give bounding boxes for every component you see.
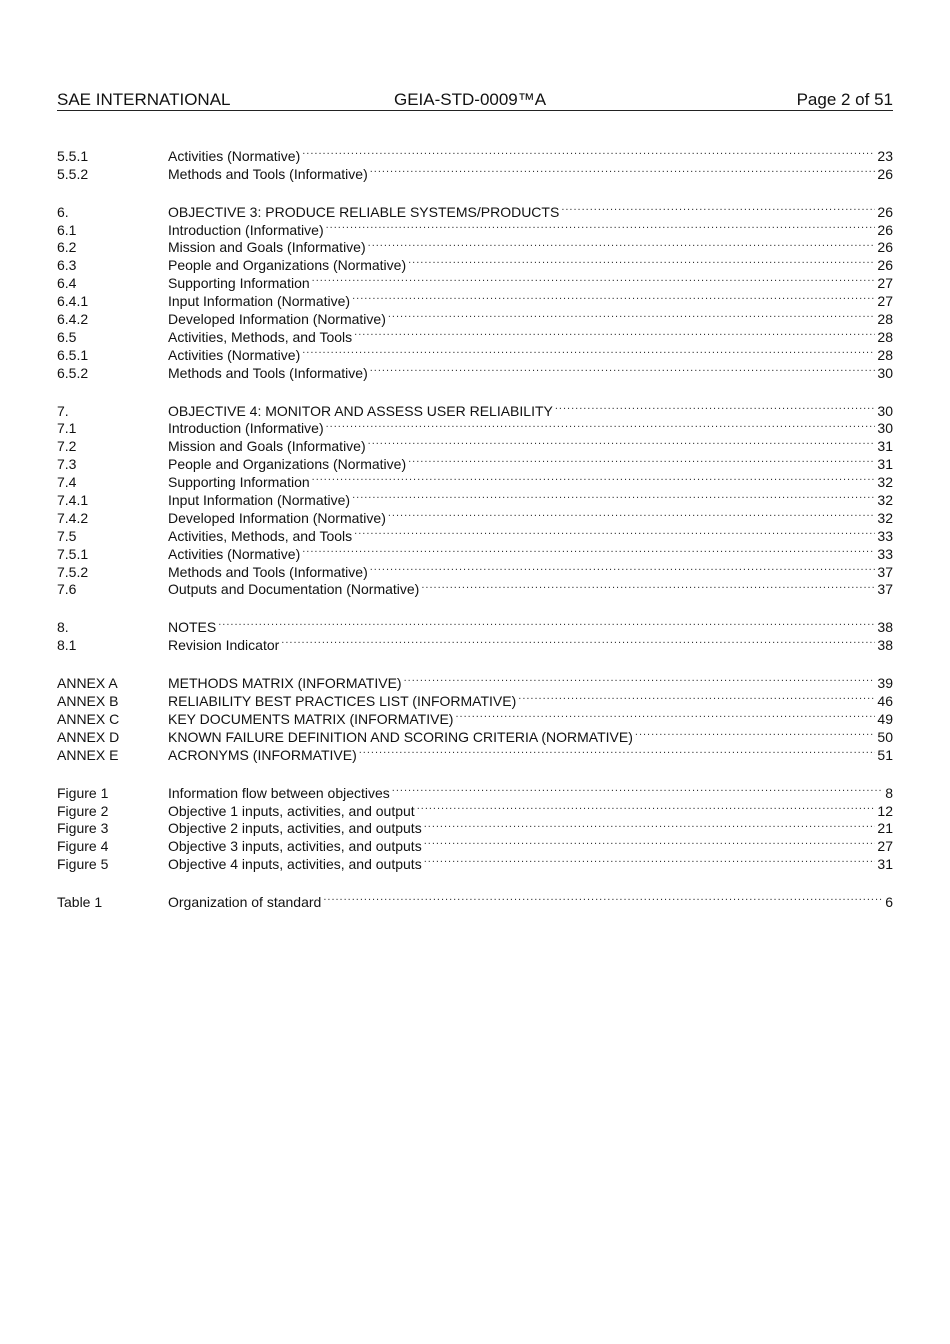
toc-entry-title: Activities, Methods, and Tools — [168, 328, 353, 345]
toc-entry-title: NOTES — [168, 619, 217, 636]
toc-dot-leader — [368, 235, 876, 253]
toc-entry-page: 27 — [877, 275, 893, 292]
toc-group — [57, 889, 893, 911]
toc-dot-leader — [354, 324, 875, 342]
toc-dot-leader — [302, 342, 875, 360]
toc-entry-page: 31 — [877, 856, 893, 873]
toc-group — [57, 199, 893, 381]
toc-dot-leader — [281, 632, 875, 650]
toc-entry-title: Methods and Tools (Informative) — [168, 364, 368, 381]
toc-entry-page: 32 — [877, 474, 893, 491]
toc-dot-leader — [368, 433, 876, 451]
toc-dot-leader — [392, 780, 883, 798]
toc-dot-leader — [370, 360, 876, 378]
toc-entry-number: Figure 3 — [57, 820, 109, 837]
toc-entry-page: 28 — [877, 311, 893, 328]
toc-entry-page: 32 — [877, 509, 893, 526]
toc-group — [57, 780, 893, 873]
toc-entry-page: 37 — [877, 581, 893, 598]
toc-dot-leader — [424, 833, 876, 851]
toc-entry-page: 26 — [877, 165, 893, 182]
toc-entry-page: 27 — [877, 838, 893, 855]
toc-entry-page: 50 — [877, 728, 893, 745]
toc-dot-leader — [424, 816, 876, 834]
toc-entry-title: Introduction (Informative) — [168, 221, 324, 238]
toc-dot-leader — [302, 143, 875, 161]
header-document-id: GEIA-STD-0009™A — [394, 90, 547, 109]
toc-entry-page: 38 — [877, 619, 893, 636]
toc-entry-title: Activities, Methods, and Tools — [168, 527, 353, 544]
toc-entry-number: 7.5.1 — [57, 545, 89, 562]
toc-entry-number: 6.1 — [57, 221, 77, 238]
toc-group — [57, 143, 893, 182]
toc-entry-page: 26 — [877, 221, 893, 238]
toc-entry-number: 6.4 — [57, 275, 77, 292]
toc-entry-number: 8.1 — [57, 637, 77, 654]
toc-entry-title: Methods and Tools (Informative) — [168, 165, 368, 182]
toc-entry-number: Figure 2 — [57, 802, 109, 819]
toc-entry-page: 23 — [877, 147, 893, 164]
toc-entry-number: 6.5.1 — [57, 346, 89, 363]
toc-dot-leader — [421, 577, 875, 595]
toc-entry-page: 31 — [877, 438, 893, 455]
toc-entry-page: 46 — [877, 693, 893, 710]
toc-entry-number: 6.4.1 — [57, 293, 89, 310]
toc-entry[interactable] — [57, 889, 893, 911]
toc-entry-number: Figure 1 — [57, 784, 109, 801]
toc-entry[interactable] — [57, 199, 893, 220]
toc-entry-title: KNOWN FAILURE DEFINITION AND SCORING CRITERIA (NORMATIVE) — [168, 728, 633, 745]
toc-entry-title: Information flow between objectives — [168, 784, 390, 801]
toc-entry-number: 7.6 — [57, 581, 77, 598]
toc-entry-number: 6. — [57, 203, 69, 220]
toc-entry-number: ANNEX D — [57, 728, 120, 745]
toc-entry-title: Developed Information (Normative) — [168, 509, 386, 526]
toc-dot-leader — [218, 614, 875, 632]
toc-entry-page: 39 — [877, 675, 893, 692]
toc-entry-title: Revision Indicator — [168, 637, 280, 654]
header-page-indicator: Page 2 of 51 — [796, 90, 893, 109]
toc-entry-number: 7. — [57, 402, 69, 419]
toc-entry-number: 7.4.1 — [57, 492, 89, 509]
toc-dot-leader — [561, 199, 875, 217]
toc-entry-title: Activities (Normative) — [168, 346, 301, 363]
toc-entry[interactable] — [57, 670, 893, 692]
toc-group — [57, 614, 893, 654]
toc-entry-number: ANNEX E — [57, 746, 119, 763]
toc-entry-page: 26 — [877, 257, 893, 274]
toc-entry-page: 12 — [877, 802, 893, 819]
toc-entry-number: 7.4.2 — [57, 509, 89, 526]
toc-entry-number: 7.4 — [57, 474, 77, 491]
toc-entry-page: 27 — [877, 293, 893, 310]
toc-dot-leader — [518, 688, 875, 706]
toc-dot-leader — [359, 742, 876, 760]
toc-group — [57, 398, 893, 598]
toc-entry-title: Objective 3 inputs, activities, and outputs — [168, 838, 422, 855]
toc-entry-number: Table 1 — [57, 894, 103, 911]
toc-entry-number: Figure 5 — [57, 856, 109, 873]
toc-entry-number: 7.1 — [57, 420, 77, 437]
toc-entry-title: Methods and Tools (Informative) — [168, 563, 368, 580]
toc-dot-leader — [312, 270, 876, 288]
toc-entry-page: 30 — [877, 364, 893, 381]
header-organization: SAE INTERNATIONAL — [57, 90, 231, 109]
toc-entry-title: Supporting Information — [168, 275, 310, 292]
toc-entry-number: 5.5.1 — [57, 147, 89, 164]
toc-entry-title: METHODS MATRIX (INFORMATIVE) — [168, 675, 402, 692]
toc-entry-title: Organization of standard — [168, 894, 322, 911]
toc-entry-title: Input Information (Normative) — [168, 492, 351, 509]
toc-entry[interactable] — [57, 780, 893, 801]
toc-entry-page: 32 — [877, 492, 893, 509]
toc-entry[interactable] — [57, 398, 893, 419]
toc-entry-page: 26 — [877, 239, 893, 256]
toc-entry-title: Input Information (Normative) — [168, 293, 351, 310]
toc-entry-page: 31 — [877, 456, 893, 473]
toc-dot-leader — [408, 252, 875, 270]
toc-entry-title: Introduction (Informative) — [168, 420, 324, 437]
toc-dot-leader — [370, 161, 876, 179]
toc-entry-page: 49 — [877, 710, 893, 727]
toc-entry-page: 6 — [885, 894, 893, 911]
toc-entry-number: 6.4.2 — [57, 311, 89, 328]
toc-entry-title: Supporting Information — [168, 474, 310, 491]
toc-dot-leader — [404, 670, 876, 688]
toc-entry-number: 6.2 — [57, 239, 77, 256]
toc-entry-number: ANNEX C — [57, 710, 120, 727]
toc-entry-page: 21 — [877, 820, 893, 837]
toc-entry-page: 28 — [877, 346, 893, 363]
toc-entry-page: 30 — [877, 402, 893, 419]
toc-entry-number: ANNEX B — [57, 693, 119, 710]
toc-entry-number: 7.5.2 — [57, 563, 89, 580]
toc-entry-page: 33 — [877, 527, 893, 544]
toc-entry-number: 7.2 — [57, 438, 77, 455]
toc-dot-leader — [312, 469, 876, 487]
toc-dot-leader — [388, 505, 876, 523]
toc-dot-leader — [326, 416, 876, 434]
toc-entry-title: Activities (Normative) — [168, 147, 301, 164]
page-header — [57, 88, 893, 111]
toc-entry-title: Developed Information (Normative) — [168, 311, 386, 328]
toc-entry-number: 7.3 — [57, 456, 77, 473]
toc-entry-title: OBJECTIVE 3: PRODUCE RELIABLE SYSTEMS/PRODUCTS — [168, 203, 560, 220]
toc-entry-title: People and Organizations (Normative) — [168, 257, 407, 274]
toc-dot-leader — [352, 288, 875, 306]
toc-entry-title: Mission and Goals (Informative) — [168, 239, 366, 256]
toc-entry-title: Objective 2 inputs, activities, and outputs — [168, 820, 422, 837]
toc-entry-title: Outputs and Documentation (Normative) — [168, 581, 420, 598]
toc-entry-number: Figure 4 — [57, 838, 109, 855]
toc-entry-page: 30 — [877, 420, 893, 437]
toc-dot-leader — [455, 706, 875, 724]
toc-dot-leader — [302, 541, 875, 559]
toc-entry-page: 37 — [877, 563, 893, 580]
toc-entry[interactable] — [57, 614, 893, 636]
toc-dot-leader — [635, 724, 876, 742]
toc-entry-number: 7.5 — [57, 527, 77, 544]
toc-entry-number: 8. — [57, 619, 69, 636]
toc-dot-leader — [388, 306, 876, 324]
toc-entry-title: KEY DOCUMENTS MATRIX (INFORMATIVE) — [168, 710, 454, 727]
table-of-contents — [57, 143, 893, 927]
toc-entry-number: 6.5.2 — [57, 364, 89, 381]
toc-dot-leader — [323, 889, 883, 907]
toc-entry-number: 6.3 — [57, 257, 77, 274]
toc-entry-title: ACRONYMS (INFORMATIVE) — [168, 746, 357, 763]
toc-entry-title: Objective 4 inputs, activities, and outputs — [168, 856, 422, 873]
toc-entry-page: 51 — [877, 746, 893, 763]
toc-entry-title: Activities (Normative) — [168, 545, 301, 562]
toc-entry-number: 5.5.2 — [57, 165, 89, 182]
toc-entry-page: 38 — [877, 637, 893, 654]
toc-dot-leader — [408, 451, 875, 469]
toc-entry-title: Mission and Goals (Informative) — [168, 438, 366, 455]
toc-entry-page: 8 — [885, 784, 893, 801]
toc-dot-leader — [424, 851, 876, 869]
toc-entry[interactable] — [57, 143, 893, 164]
toc-entry-number: ANNEX A — [57, 675, 118, 692]
toc-entry-title: Objective 1 inputs, activities, and output — [168, 802, 415, 819]
toc-dot-leader — [555, 398, 876, 416]
toc-dot-leader — [326, 217, 876, 235]
toc-entry-title: People and Organizations (Normative) — [168, 456, 407, 473]
toc-entry-title: RELIABILITY BEST PRACTICES LIST (INFORMATIVE) — [168, 693, 517, 710]
toc-dot-leader — [370, 559, 876, 577]
toc-dot-leader — [352, 487, 875, 505]
toc-dot-leader — [354, 523, 875, 541]
toc-entry-page: 26 — [877, 203, 893, 220]
toc-dot-leader — [417, 798, 876, 816]
toc-entry-title: OBJECTIVE 4: MONITOR AND ASSESS USER RELIABILITY — [168, 402, 553, 419]
toc-group — [57, 670, 893, 763]
toc-entry-page: 33 — [877, 545, 893, 562]
toc-entry-number: 6.5 — [57, 328, 77, 345]
toc-entry-page: 28 — [877, 328, 893, 345]
